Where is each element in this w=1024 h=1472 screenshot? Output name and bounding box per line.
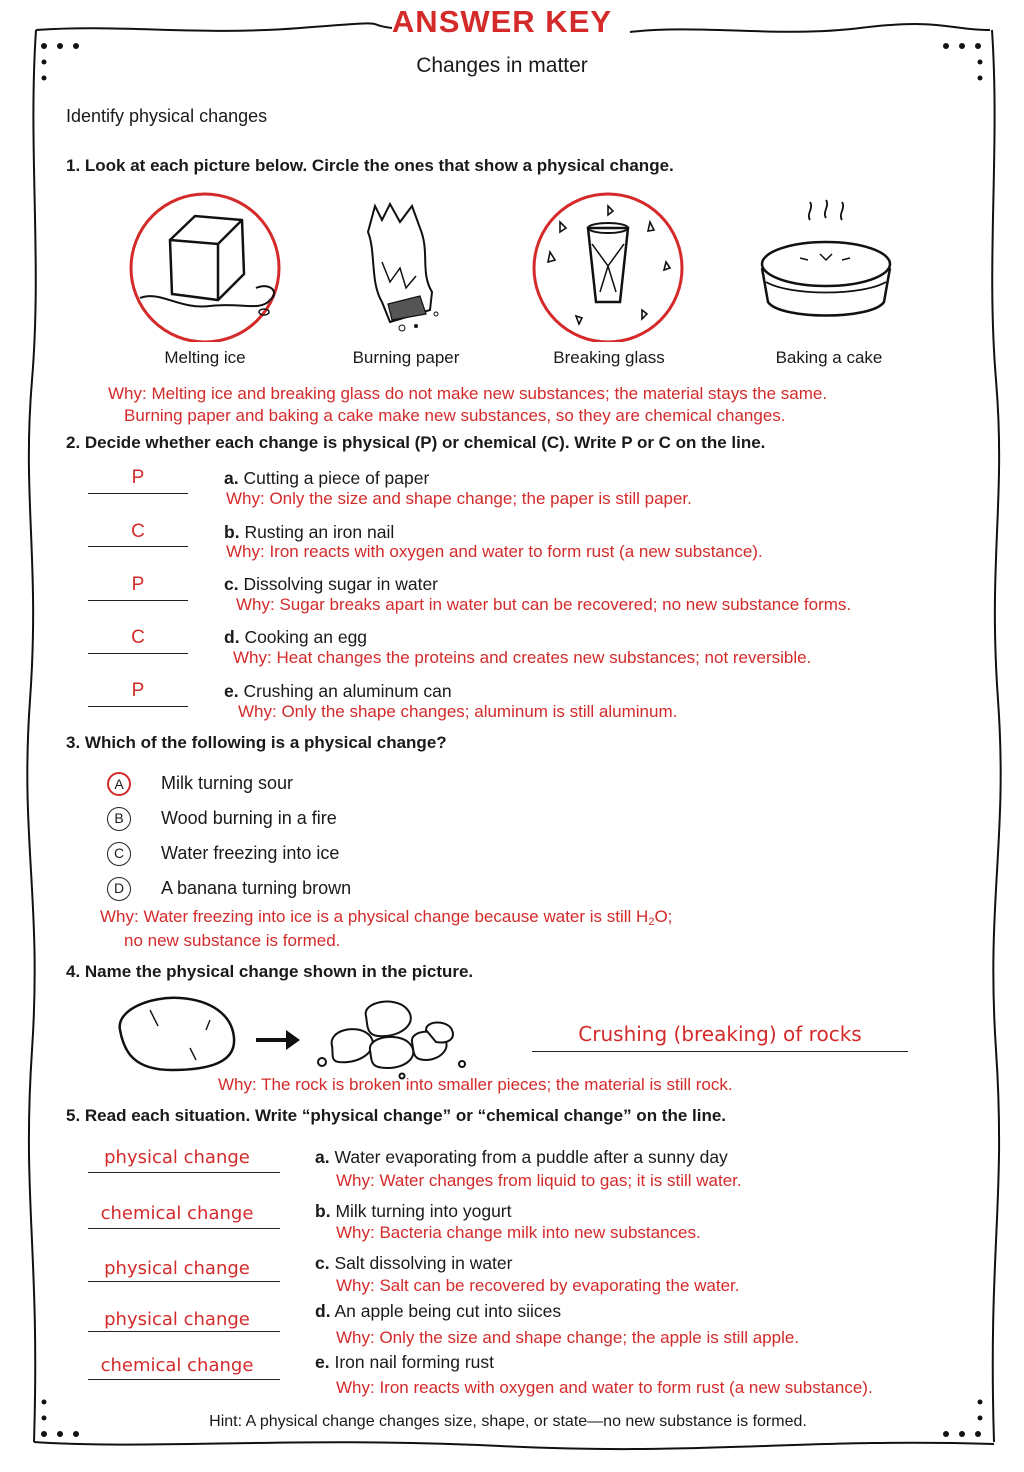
q5-text-a: Water evaporating from a puddle after a sunny day	[334, 1147, 728, 1167]
q5-why-d: Why: Only the size and shape change; the apple is still apple.	[336, 1328, 800, 1347]
q2-text-d: Cooking an egg	[244, 627, 368, 647]
caption-baking-cake: Baking a cake	[775, 348, 883, 367]
q3-option-a-text: Milk turning sour	[161, 773, 294, 793]
q5-why-c: Why: Salt can be recovered by evaporating the water.	[336, 1276, 740, 1295]
q5-answer-d: physical change	[104, 1309, 250, 1330]
q4-answer: Crushing (breaking) of rocks	[578, 1022, 862, 1046]
q5-letter-b: b.	[315, 1201, 331, 1221]
arrow-icon	[256, 1030, 300, 1050]
q5-letter-d: d.	[315, 1301, 331, 1321]
q2-answer-b: C	[131, 521, 145, 542]
q5-letter-e: e.	[315, 1352, 330, 1372]
q1-why-line1: Why: Melting ice and breaking glass do not make new substances; the material stays the same.	[108, 384, 828, 403]
q5-why-b: Why: Bacteria change milk into new substances.	[336, 1223, 701, 1242]
q2-answer-d: C	[131, 627, 145, 648]
q2-letter-c: c.	[224, 574, 239, 594]
q2-answer-a: P	[131, 467, 145, 488]
q5-answer-c: physical change	[104, 1258, 250, 1279]
q5-answer-a: physical change	[104, 1147, 250, 1168]
caption-breaking-glass: Breaking glass	[553, 348, 665, 367]
q2-text-b: Rusting an iron nail	[244, 522, 395, 542]
q5-text-c: Salt dissolving in water	[334, 1253, 513, 1273]
q3-option-d-bubble[interactable]: D	[107, 877, 131, 901]
q2-why-a: Why: Only the size and shape change; the paper is still paper.	[226, 489, 692, 508]
melting-ice-icon	[131, 194, 279, 342]
caption-burning-paper: Burning paper	[352, 348, 460, 367]
q2-text-a: Cutting a piece of paper	[243, 468, 430, 488]
q2-letter-e: e.	[224, 681, 239, 701]
burning-paper-icon	[368, 204, 438, 331]
q2-answer-c: P	[131, 574, 145, 595]
q5-text-b: Milk turning into yogurt	[335, 1201, 512, 1221]
q2-why-b: Why: Iron reacts with oxygen and water to form rust (a new substance).	[226, 542, 763, 561]
q2-why-c: Why: Sugar breaks apart in water but can be recovered; no new substance forms.	[236, 595, 852, 614]
q2-why-e: Why: Only the shape changes; aluminum is still aluminum.	[238, 702, 678, 721]
q5-letter-c: c.	[315, 1253, 330, 1273]
q3-prompt: 3. Which of the following is a physical change?	[66, 733, 447, 752]
q5-text-e: Iron nail forming rust	[334, 1352, 494, 1372]
caption-melting-ice: Melting ice	[164, 348, 246, 367]
q4-rock-picture	[110, 990, 490, 1080]
q2-answer-e: P	[131, 680, 145, 701]
q1-prompt: 1. Look at each picture below. Circle the ones that show a physical change.	[66, 156, 674, 175]
whole-rock-icon	[120, 998, 234, 1070]
q2-letter-d: d.	[224, 627, 240, 647]
q4-why: Why: The rock is broken into smaller pieces; the material is still rock.	[218, 1075, 733, 1094]
q5-why-e: Why: Iron reacts with oxygen and water to form rust (a new substance).	[336, 1378, 873, 1397]
q2-why-d: Why: Heat changes the proteins and creates new substances; not reversible.	[233, 648, 812, 667]
q2-text-e: Crushing an aluminum can	[243, 681, 452, 701]
q5-answer-e: chemical change	[100, 1355, 254, 1376]
q3-option-b-bubble[interactable]: B	[107, 807, 131, 831]
q5-letter-a: a.	[315, 1147, 330, 1167]
q1-why-line2: Burning paper and baking a cake make new substances, so they are chemical changes.	[124, 406, 786, 425]
baked-cake-icon	[762, 200, 890, 316]
q3-option-b-text: Wood burning in a fire	[161, 808, 337, 828]
hint-text: Hint: A physical change changes size, shape, or state—no new substance is formed.	[209, 1413, 807, 1430]
q3-option-c-text: Water freezing into ice	[161, 843, 340, 863]
q3-option-c-bubble[interactable]: C	[107, 842, 131, 866]
q2-text-c: Dissolving sugar in water	[243, 574, 439, 594]
q2-prompt: 2. Decide whether each change is physical (P) or chemical (C). Write P or C on the line.	[66, 433, 766, 452]
q2-letter-a: a.	[224, 468, 239, 488]
q2-letter-b: b.	[224, 522, 240, 542]
section-label: Identify physical changes	[66, 106, 268, 126]
q1-pictures	[120, 192, 920, 342]
answer-key-title: ANSWER KEY	[391, 4, 613, 39]
q4-prompt: 4. Name the physical change shown in the picture.	[66, 962, 474, 981]
q5-why-a: Why: Water changes from liquid to gas; it is still water.	[336, 1171, 742, 1190]
worksheet-subtitle: Changes in matter	[416, 54, 588, 77]
q3-option-a-bubble[interactable]: A	[107, 772, 131, 796]
q5-answer-b: chemical change	[100, 1203, 254, 1224]
q5-text-d: An apple being cut into siices	[334, 1301, 562, 1321]
q3-why-line2: no new substance is formed.	[124, 931, 341, 950]
crushed-rocks-icon	[318, 1002, 465, 1079]
breaking-glass-icon	[534, 194, 682, 342]
q5-prompt: 5. Read each situation. Write “physical change” or “chemical change” on the line.	[66, 1106, 727, 1125]
q3-option-d-text: A banana turning brown	[161, 878, 352, 898]
q3-why-line1: Why: Water freezing into ice is a physical change because water is still H2O;	[100, 907, 673, 928]
